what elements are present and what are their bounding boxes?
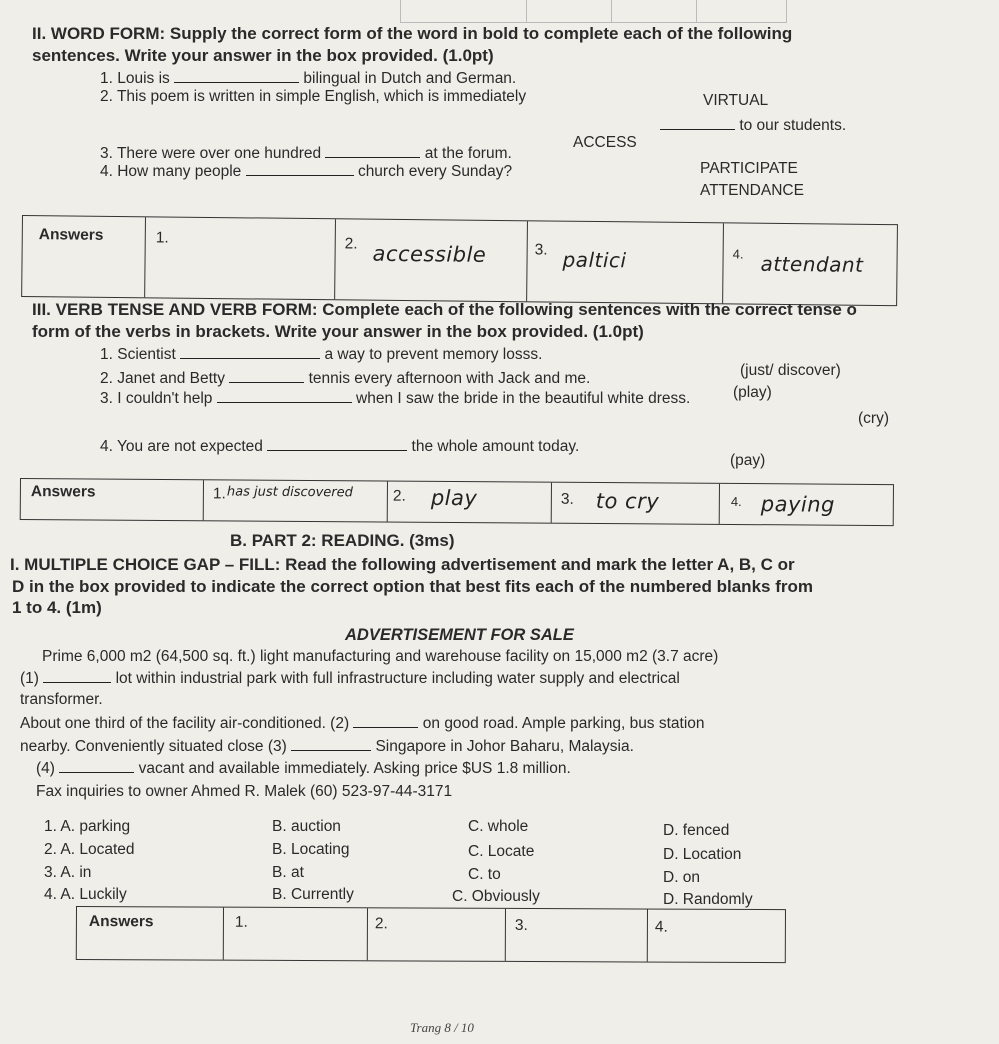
option-4c: C. Obviously	[452, 888, 540, 905]
s2-answers-box	[21, 215, 898, 306]
page-number: Trang 8 / 10	[410, 1020, 474, 1035]
s3-q3-word: (cry)	[858, 410, 889, 427]
s3-answer-4: paying	[760, 492, 836, 517]
s2-answer-2: accessible	[372, 241, 487, 267]
ad-line-5: nearby. Conveniently situated close (3) Singapore in Johor Baharu, Malaysia.	[20, 738, 634, 755]
s2-answer-4: attendant	[760, 251, 864, 277]
option-3b: B. at	[272, 864, 304, 881]
s3-q4: 4. You are not expected the whole amount today.	[100, 438, 580, 455]
s3-answer-1: has just discovered	[226, 484, 353, 501]
part-b-heading-line1: I. MULTIPLE CHOICE GAP – FILL: Read the following advertisement and mark the letter A, B, C or	[10, 555, 795, 574]
s3-answer-num-2: 2.	[392, 487, 406, 505]
s3-q1: 1. Scientist a way to prevent memory losss.	[100, 346, 543, 363]
s2-q2-word: ACCESS	[573, 134, 637, 151]
option-1a: 1. A. parking	[44, 818, 131, 835]
s2-q3: 3. There were over one hundred at the forum.	[100, 145, 512, 162]
s2-answer-num-1: 1.	[155, 229, 169, 247]
s3-answers-label: Answers	[30, 483, 96, 501]
ad-line-6: (4) vacant and available immediately. Asking price $US 1.8 million.	[36, 760, 571, 777]
section2-heading-line1: II. WORD FORM: Supply the correct form of the word in bold to complete each of the following	[32, 24, 793, 43]
partb-answer-num-3: 3.	[514, 916, 528, 934]
option-4d: D. Randomly	[663, 891, 753, 908]
part-b-heading-line2: D in the box provided to indicate the correct option that best fits each of the numbered blanks from	[12, 577, 813, 596]
top-table-remnant	[400, 0, 787, 23]
s2-q3-word: PARTICIPATE	[700, 160, 798, 177]
s3-answer-2: play	[430, 485, 478, 511]
s3-answers-box	[20, 478, 894, 526]
section2-heading-line2: sentences. Write your answer in the box provided. (1.0pt)	[32, 46, 494, 65]
ad-line-2: (1) lot within industrial park with full infrastructure including water supply and electrical	[20, 670, 680, 687]
option-2b: B. Locating	[272, 841, 350, 858]
ad-line-4: About one third of the facility air-conditioned. (2) on good road. Ample parking, bus station	[20, 715, 705, 732]
s2-q4-word: ATTENDANCE	[700, 182, 804, 199]
ad-line-7: Fax inquiries to owner Ahmed R. Malek (60) 523-97-44-3171	[36, 783, 453, 800]
option-4a: 4. A. Luckily	[44, 886, 127, 903]
option-1c: C. whole	[468, 818, 529, 835]
partb-answer-num-2: 2.	[374, 915, 388, 933]
s2-answer-num-3: 3.	[534, 241, 548, 259]
partb-answers-label: Answers	[88, 913, 154, 931]
s2-q2-end: to our students.	[660, 117, 846, 135]
option-2c: C. Locate	[468, 843, 535, 860]
option-1d: D. fenced	[663, 822, 730, 839]
s3-q1-word: (just/ discover)	[740, 362, 841, 379]
s2-answers-label: Answers	[38, 226, 104, 244]
section3-heading-line2: form of the verbs in brackets. Write your answer in the box provided. (1.0pt)	[32, 322, 644, 341]
s2-answer-num-4: 4.	[732, 246, 744, 262]
s2-q1: 1. Louis is bilingual in Dutch and German.	[100, 70, 517, 87]
s3-answer-num-1: 1.	[212, 485, 226, 503]
option-3d: D. on	[663, 869, 701, 886]
s3-q2: 2. Janet and Betty tennis every afternoon with Jack and me.	[100, 370, 591, 387]
s2-q2: 2. This poem is written in simple English, which is immediately	[100, 88, 527, 105]
option-2d: D. Location	[663, 846, 742, 863]
option-2a: 2. A. Located	[44, 841, 135, 858]
s3-answer-3: to cry	[595, 489, 660, 514]
s2-answer-3: paltici	[562, 247, 627, 273]
ad-line-1: Prime 6,000 m2 (64,500 sq. ft.) light manufacturing and warehouse facility on 15,000 m2 (3.7 acre)	[42, 648, 719, 665]
part-b-heading-line3: 1 to 4. (1m)	[12, 598, 102, 617]
s2-q4: 4. How many people church every Sunday?	[100, 163, 513, 180]
s3-answer-num-4: 4.	[730, 493, 742, 510]
part-b-title: B. PART 2: READING. (3ms)	[230, 531, 455, 550]
s2-q1-word: VIRTUAL	[703, 92, 769, 109]
s3-q2-word: (play)	[733, 384, 772, 401]
option-3a: 3. A. in	[44, 864, 92, 881]
s3-q4-word: (pay)	[730, 452, 766, 469]
ad-title: ADVERTISEMENT FOR SALE	[345, 626, 574, 644]
s3-q3: 3. I couldn't help when I saw the bride in the beautiful white dress.	[100, 390, 691, 407]
option-1b: B. auction	[272, 818, 341, 835]
partb-answer-num-4: 4.	[654, 918, 668, 936]
section3-heading-line1: III. VERB TENSE AND VERB FORM: Complete each of the following sentences with the correct tense o	[32, 300, 857, 319]
partb-answer-num-1: 1.	[234, 913, 248, 931]
option-4b: B. Currently	[272, 886, 354, 903]
s2-answer-num-2: 2.	[344, 235, 358, 253]
option-3c: C. to	[468, 866, 501, 883]
s3-answer-num-3: 3.	[560, 490, 574, 508]
ad-line-3: transformer.	[20, 691, 103, 708]
partb-answers-box	[76, 906, 786, 963]
